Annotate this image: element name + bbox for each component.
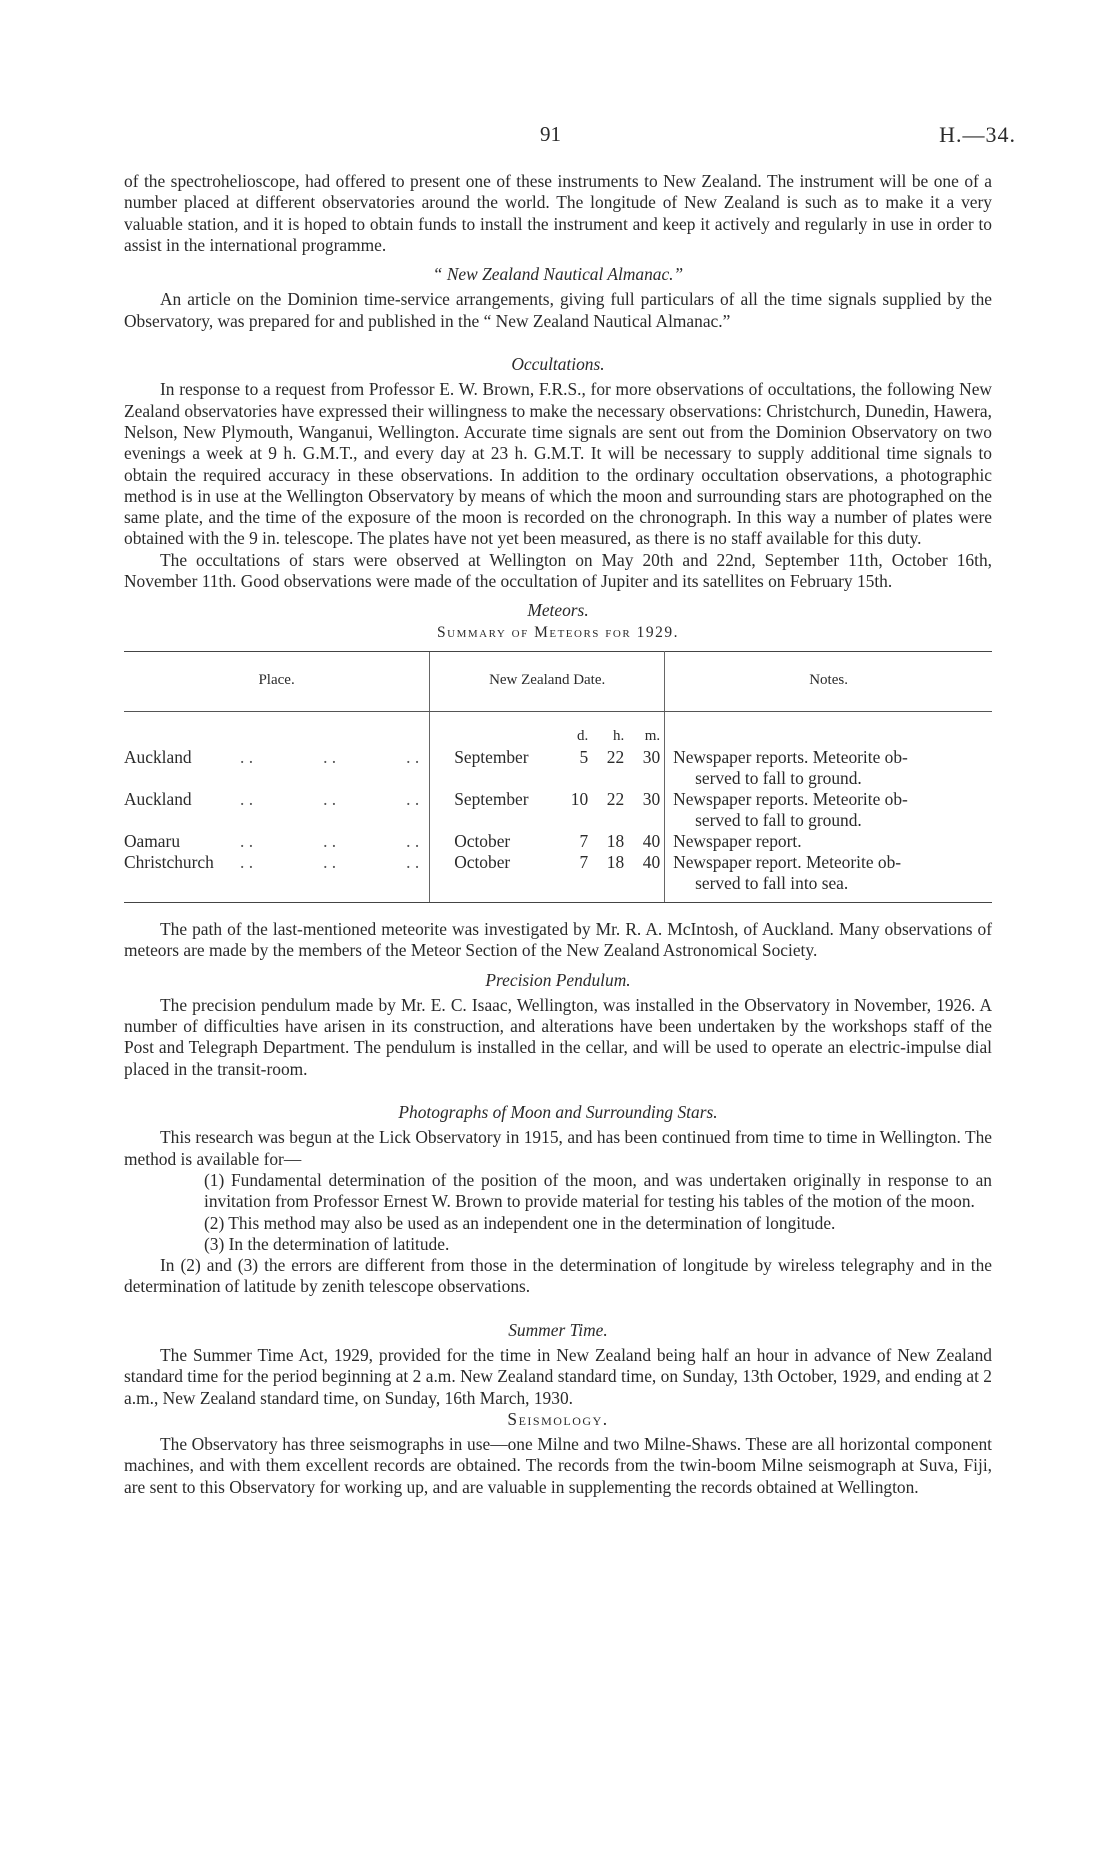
unit-days: d. [576, 727, 589, 744]
photographs-heading: Photographs of Moon and Surrounding Stars. [398, 1102, 718, 1123]
table-row [124, 831, 992, 852]
occultations-heading: Occultations. [511, 354, 605, 375]
place-cell: Auckland [124, 746, 192, 767]
meteors-after-paragraph: The path of the last-mentioned meteorite was investigated by Mr. R. A. McIntosh, of Auckland. Many observations of meteors are made by the members of the Meteor Section of the New Zealand Astronomical Society. [124, 918, 992, 961]
month-cell: October [454, 830, 511, 851]
note-line: Newspaper reports. Meteorite ob- [673, 746, 908, 767]
leader-dots: . . [240, 830, 254, 851]
pendulum-paragraph: The precision pendulum made by Mr. E. C. Isaac, Wellington, was installed in the Observatory in November, 1926. A number of difficulties have arisen in its construction, and alterations have been undertaken by the workshops staff of the Post and Telegraph Department. The pendulum is installed in the cellar, and will be used to operate an electric-impulse dial placed in the transit-room. [124, 994, 992, 1079]
body-text [124, 171, 992, 1498]
photographs-after-paragraph: In (2) and (3) the errors are different from those in the determination of longitude by wireless telegraphy and in the determination of latitude by zenith telescope observations. [124, 1255, 992, 1297]
hour-cell: 18 [606, 851, 625, 872]
month-cell: September [454, 788, 529, 809]
intro-paragraph: of the spectrohelioscope, had offered to present one of these instruments to New Zealand. The instrument will be one of a number placed at different observatories around the world. The longitude of New Zealand is such as to make it a very valuable station, and it is hoped to obtain funds to install the instrument and keep it actively and regularly in use in order to assist in the international programme. [124, 171, 992, 255]
leader-dots: . . [323, 830, 337, 851]
seismology-heading: Seismology. [507, 1408, 609, 1429]
hour-cell: 22 [606, 746, 625, 767]
column-header-place: Place. [124, 651, 430, 711]
almanac-paragraph: An article on the Dominion time-service arrangements, giving full particulars of all the time signals supplied by the Observatory, was prepared for and published in the “ New Zealand Nautical Almanac.” [124, 289, 992, 331]
table-row [124, 852, 992, 903]
leader-dots: . . [406, 830, 420, 851]
units-row [124, 711, 992, 747]
document-reference: H.—34. [939, 122, 1016, 147]
day-cell: 5 [579, 746, 589, 767]
note-continuation: served to fall to ground. [695, 809, 862, 830]
month-cell: September [454, 746, 529, 767]
note-continuation: served to fall to ground. [695, 767, 862, 788]
leader-dots: . . [406, 851, 420, 872]
meteors-heading: Meteors. [527, 600, 589, 621]
place-cell: Christchurch [124, 851, 214, 872]
list-item: (2) This method may also be used as an independent one in the determination of longitude. [204, 1212, 836, 1233]
column-header-date: New Zealand Date. [430, 651, 665, 711]
table-row [124, 747, 992, 789]
occultations-paragraph-1: In response to a request from Professor E. W. Brown, F.R.S., for more observations of occultations, the following New Zealand observatories have expressed their willingness to make the necessary observations: Christchurch, Dunedin, Hawera, Nelson, New Plymouth, Wanganui, Wellington. Accurate time signals are sent out from the Dominion Observatory on two evenings a week at 9 h. G.M.T., and every day at 23 h. G.M.T. It will be necessary to supply additional time signals to obtain the required accuracy in these observations. In addition to the ordinary occultation observations, a photographic method is in use at the Wellington Observatory by means of which the moon and surrounding stars are photographed on the same plate, and the time of the exposure of the moon is recorded on the chronograph. In this way a number of plates were obtained with the 9 in. telescope. The plates have not yet been measured, as there is no staff available for this duty. [124, 379, 992, 549]
minute-cell: 40 [642, 830, 661, 851]
unit-minutes: m. [644, 727, 661, 744]
summer-time-heading: Summer Time. [508, 1319, 608, 1340]
almanac-heading: “ New Zealand Nautical Almanac.” [432, 264, 684, 285]
month-cell: October [454, 851, 511, 872]
day-cell: 10 [570, 788, 589, 809]
day-cell: 7 [579, 830, 589, 851]
day-cell: 7 [579, 851, 589, 872]
meteors-table [124, 651, 992, 903]
leader-dots: . . [323, 851, 337, 872]
photographs-intro: This research was begun at the Lick Observatory in 1915, and has been continued from time to time in Wellington. The method is available for— [124, 1127, 992, 1169]
occultations-paragraph-2: The occultations of stars were observed at Wellington on May 20th and 22nd, September 11th, October 16th, November 11th. Good observations were made of the occultation of Jupiter and its satellites on February 15th. [124, 549, 992, 592]
leader-dots: . . [323, 788, 337, 809]
table-row [124, 789, 992, 831]
note-line: Newspaper report. [673, 830, 802, 851]
meteors-table-title: Summary of Meteors for 1929. [437, 623, 679, 641]
note-line: Newspaper reports. Meteorite ob- [673, 788, 908, 809]
hour-cell: 18 [606, 830, 625, 851]
list-item: (1) Fundamental determination of the position of the moon, and was undertaken originally in response to an invitation from Professor Ernest W. Brown to provide material for testing his tables of the motion of the moon. [204, 1169, 992, 1212]
table-header-row [124, 651, 992, 711]
seismology-paragraph: The Observatory has three seismographs in use—one Milne and two Milne-Shaws. These are all horizontal component machines, and with them excellent records are obtained. The records from the twin-boom Milne seismograph at Suva, Fiji, are sent to this Observatory for working up, and are valuable in supplementing the records obtained at Wellington. [124, 1434, 992, 1497]
list-item: (3) In the determination of latitude. [204, 1233, 450, 1254]
leader-dots: . . [406, 746, 420, 767]
column-header-notes: Notes. [665, 651, 992, 711]
leader-dots: . . [240, 851, 254, 872]
page-number: 91 [540, 122, 561, 146]
summer-time-paragraph: The Summer Time Act, 1929, provided for the time in New Zealand being half an hour in advance of New Zealand standard time for the period beginning at 2 a.m. New Zealand standard time, on Sunday, 13th October, 1929, and ending at 2 a.m., New Zealand standard time, on Sunday, 16th March, 1930. [124, 1344, 992, 1408]
note-line: Newspaper report. Meteorite ob- [673, 851, 902, 872]
minute-cell: 40 [642, 851, 661, 872]
minute-cell: 30 [642, 746, 661, 767]
note-continuation: served to fall into sea. [695, 872, 849, 893]
pendulum-heading: Precision Pendulum. [485, 969, 631, 990]
leader-dots: . . [240, 746, 254, 767]
place-cell: Oamaru [124, 830, 181, 851]
page-header [0, 122, 1114, 152]
place-cell: Auckland [124, 788, 192, 809]
minute-cell: 30 [642, 788, 661, 809]
hour-cell: 22 [606, 788, 625, 809]
leader-dots: . . [240, 788, 254, 809]
leader-dots: . . [323, 746, 337, 767]
unit-hours: h. [612, 727, 625, 744]
leader-dots: . . [406, 788, 420, 809]
